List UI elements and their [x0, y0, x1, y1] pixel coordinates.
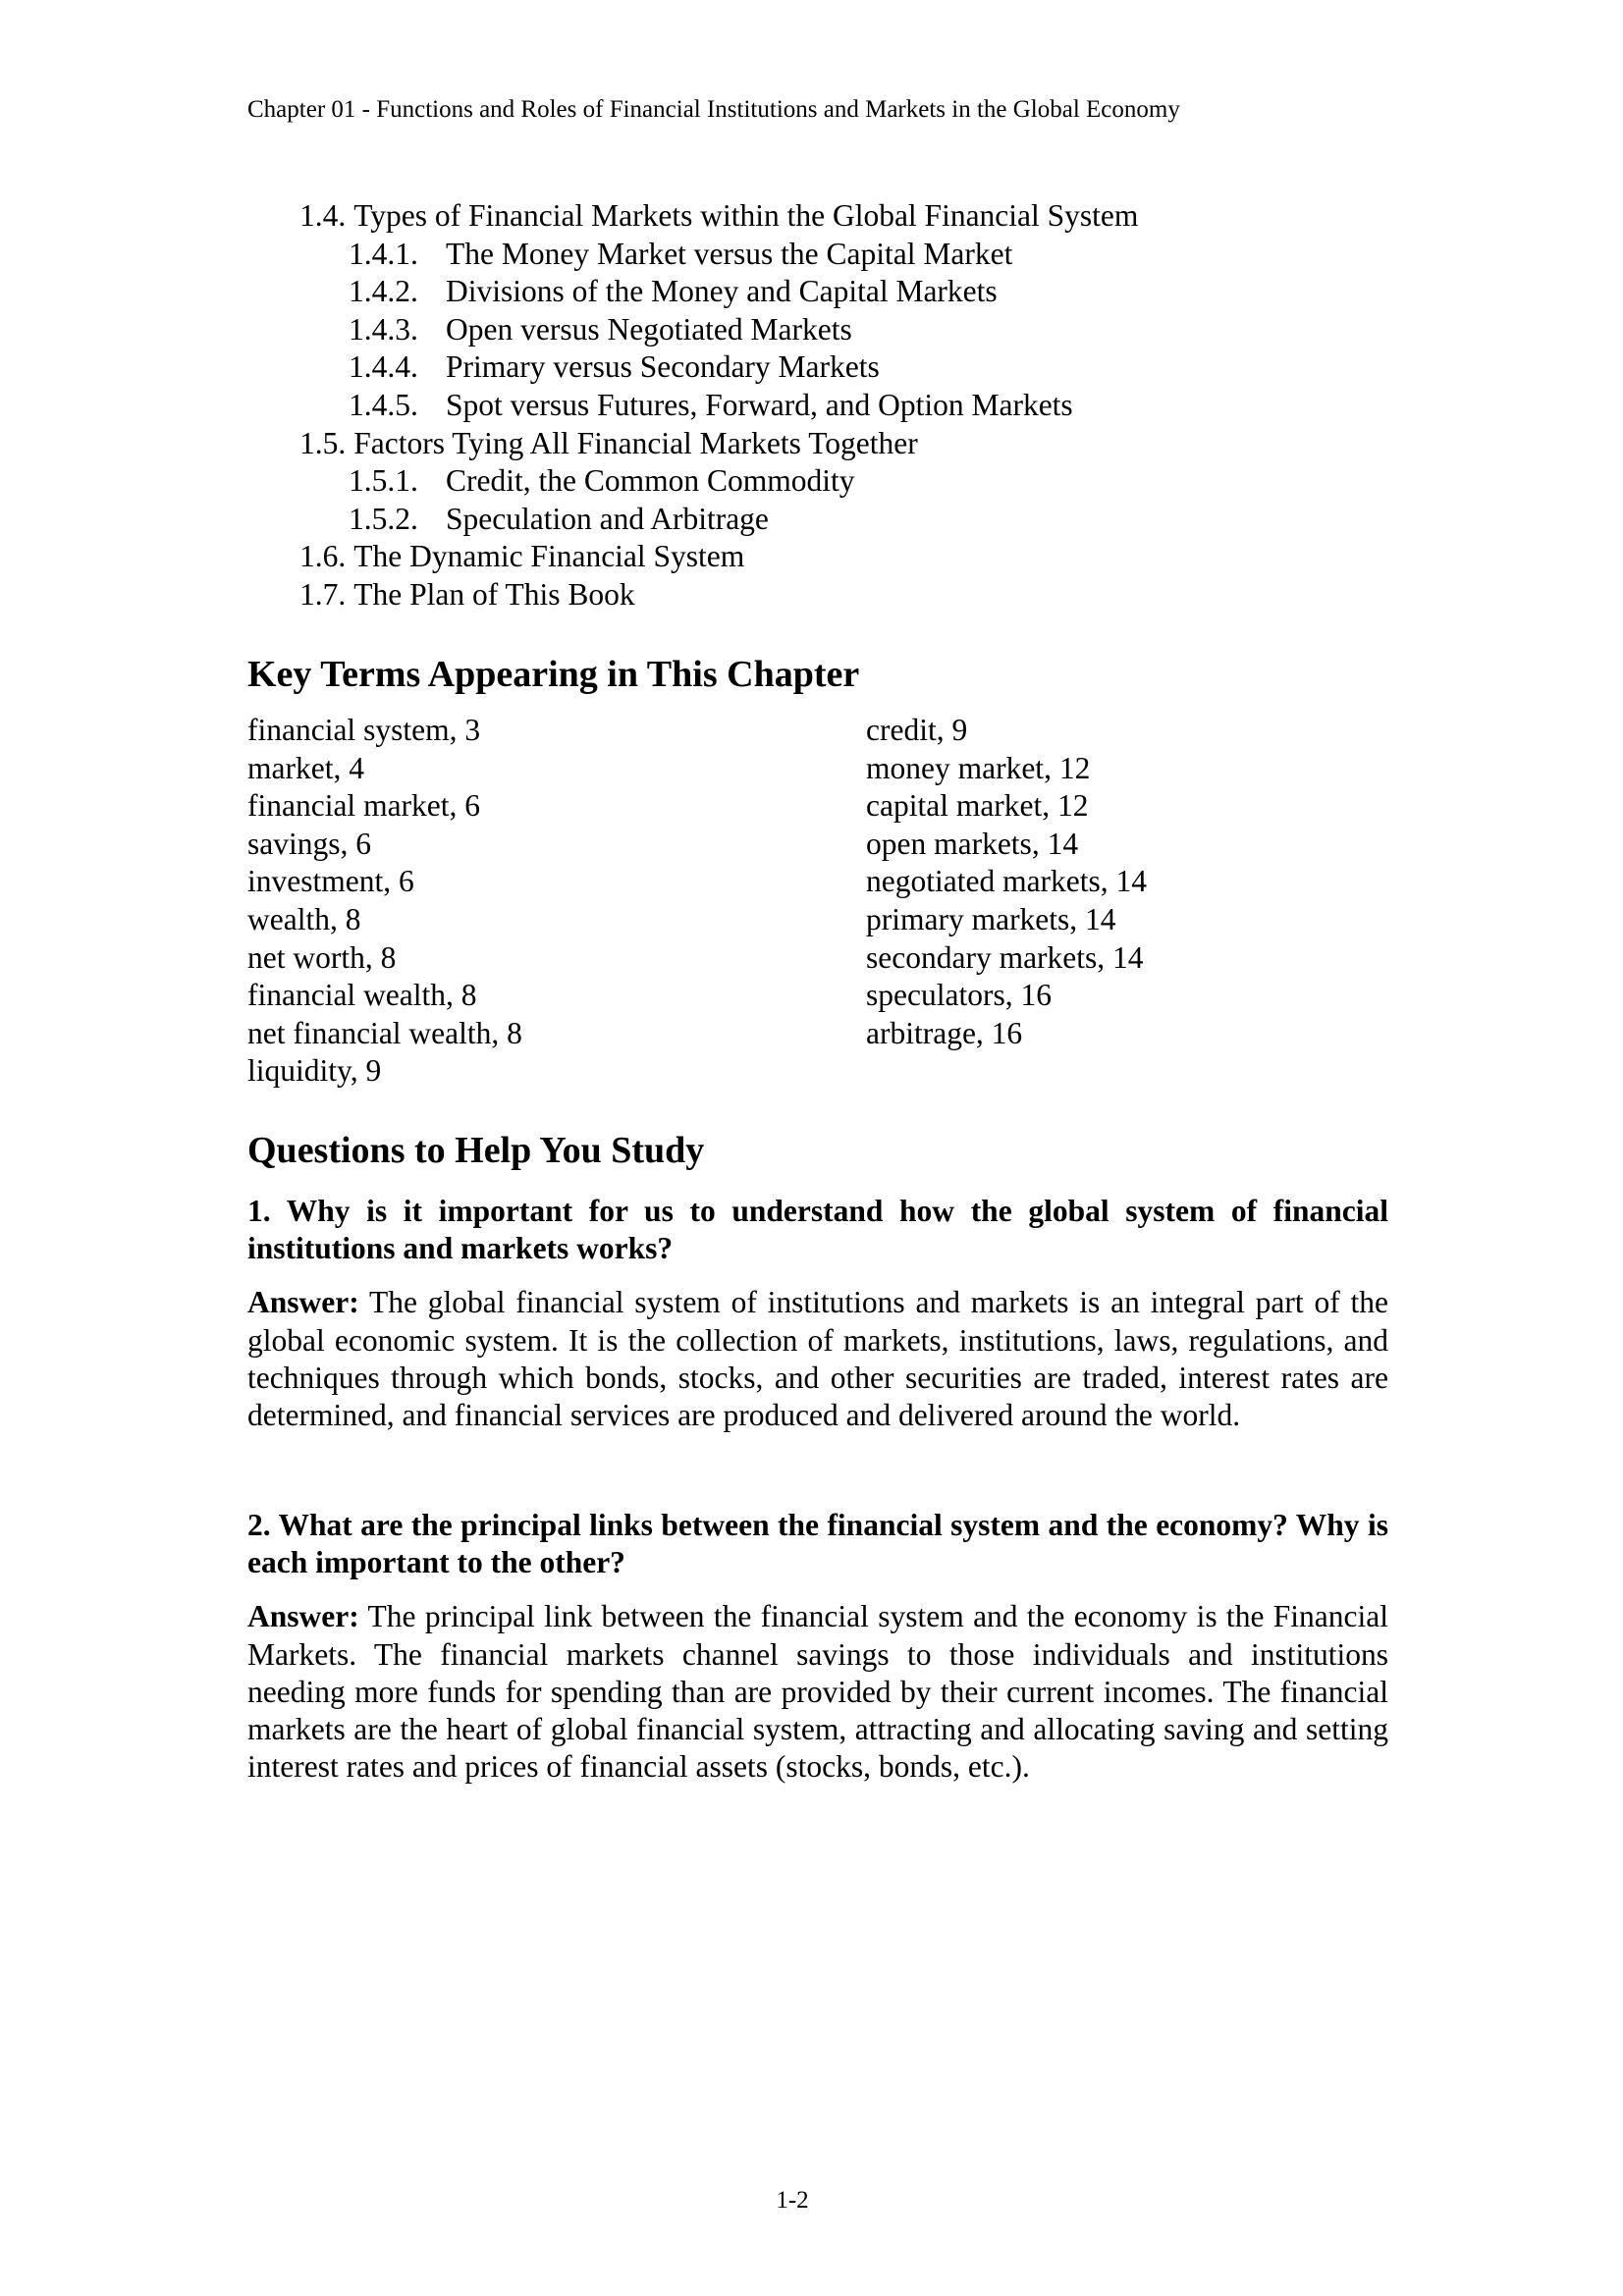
- toc-item: [247, 425, 1138, 463]
- toc-number: 1.4.3.: [349, 311, 418, 347]
- key-term: credit, 9: [866, 713, 968, 747]
- question-1: [247, 1193, 1388, 1434]
- toc-title: Speculation and Arbitrage: [446, 501, 769, 536]
- toc-item: [247, 348, 1138, 387]
- toc-number: 1.4.1.: [349, 236, 418, 271]
- toc-title: Open versus Negotiated Markets: [446, 311, 852, 347]
- running-header: Chapter 01 - Functions and Roles of Financial Institutions and Markets in the Global Economy: [247, 96, 1180, 123]
- key-term: secondary markets, 14: [866, 939, 1144, 975]
- key-term: financial system, 3: [247, 713, 481, 747]
- toc-number: 1.4.5.: [349, 387, 418, 422]
- key-terms-heading: Key Terms Appearing in This Chapter: [247, 654, 860, 695]
- toc-number: 1.7.: [299, 576, 347, 612]
- toc-item: [247, 236, 1138, 274]
- key-term: savings, 6: [247, 826, 371, 861]
- toc-item: [247, 576, 1138, 614]
- toc-number: 1.6.: [299, 539, 347, 574]
- questions-heading: Questions to Help You Study: [247, 1130, 705, 1171]
- toc-item: [247, 311, 1138, 349]
- question-2: [247, 1507, 1388, 1786]
- key-term: financial market, 6: [247, 788, 481, 824]
- key-term: market, 4: [247, 750, 364, 785]
- key-term: open markets, 14: [866, 826, 1079, 861]
- key-term: speculators, 16: [866, 978, 1052, 1013]
- key-term: money market, 12: [866, 750, 1091, 785]
- key-term: investment, 6: [247, 864, 414, 899]
- key-terms-left-column: [247, 712, 522, 1091]
- toc-item: [247, 538, 1138, 576]
- toc-title: The Money Market versus the Capital Market: [446, 236, 1013, 271]
- key-term: liquidity, 9: [247, 1053, 382, 1089]
- key-term: net worth, 8: [247, 939, 397, 975]
- toc-item: [247, 273, 1138, 311]
- toc-item: [247, 501, 1138, 539]
- key-term: capital market, 12: [866, 788, 1089, 824]
- toc-number: 1.5.2.: [349, 501, 418, 536]
- toc-title: Types of Financial Markets within the Global Financial System: [353, 198, 1139, 233]
- toc-title: The Dynamic Financial System: [353, 539, 745, 574]
- key-term: primary markets, 14: [866, 901, 1116, 936]
- toc-number: 1.5.: [299, 425, 347, 460]
- key-term: wealth, 8: [247, 901, 361, 936]
- toc-number: 1.4.2.: [349, 274, 418, 309]
- answer-text: The global financial system of institutions and markets is an integral part of the global economic system. It is the collection of markets, institutions, laws, regulations, and techniques through which bonds, stocks, and other securities are traded, interest rates are determined, and financial services are produced and delivered around the world.: [247, 1285, 1388, 1433]
- question-text: 1. Why is it important for us to understand how the global system of financial institutions and markets works?: [247, 1194, 1388, 1266]
- toc-item: [247, 197, 1138, 236]
- toc-number: 1.4.: [299, 198, 347, 233]
- answer-text: The principal link between the financial system and the economy is the Financial Markets. The financial markets channel savings to those individuals and institutions needing more funds for spending than are provided by their current incomes. The financial markets are the heart of global financial system, attracting and allocating saving and setting interest rates and prices of financial assets (stocks, bonds, etc.).: [247, 1599, 1388, 1785]
- toc-item: [247, 387, 1138, 425]
- toc-title: Divisions of the Money and Capital Markets: [446, 274, 998, 309]
- key-terms-right-column: [866, 712, 1147, 1052]
- toc-title: Spot versus Futures, Forward, and Option Markets: [446, 387, 1073, 422]
- toc-number: 1.5.1.: [349, 463, 418, 499]
- answer-label: Answer:: [247, 1599, 359, 1634]
- toc-number: 1.4.4.: [349, 349, 418, 385]
- question-text: 2. What are the principal links between the financial system and the economy? Why is each important to the other?: [247, 1508, 1388, 1580]
- table-of-contents: [247, 197, 1138, 614]
- answer: [247, 1284, 1388, 1434]
- key-term: financial wealth, 8: [247, 978, 477, 1013]
- key-term: arbitrage, 16: [866, 1015, 1023, 1050]
- toc-title: Primary versus Secondary Markets: [446, 349, 880, 385]
- toc-item: [247, 462, 1138, 501]
- answer-label: Answer:: [247, 1285, 359, 1320]
- toc-title: Credit, the Common Commodity: [446, 463, 855, 499]
- key-term: net financial wealth, 8: [247, 1015, 522, 1050]
- page-number: 1-2: [776, 2187, 809, 2214]
- answer: [247, 1598, 1388, 1786]
- key-term: negotiated markets, 14: [866, 864, 1148, 899]
- toc-title: Factors Tying All Financial Markets Together: [353, 425, 918, 460]
- toc-title: The Plan of This Book: [353, 576, 635, 612]
